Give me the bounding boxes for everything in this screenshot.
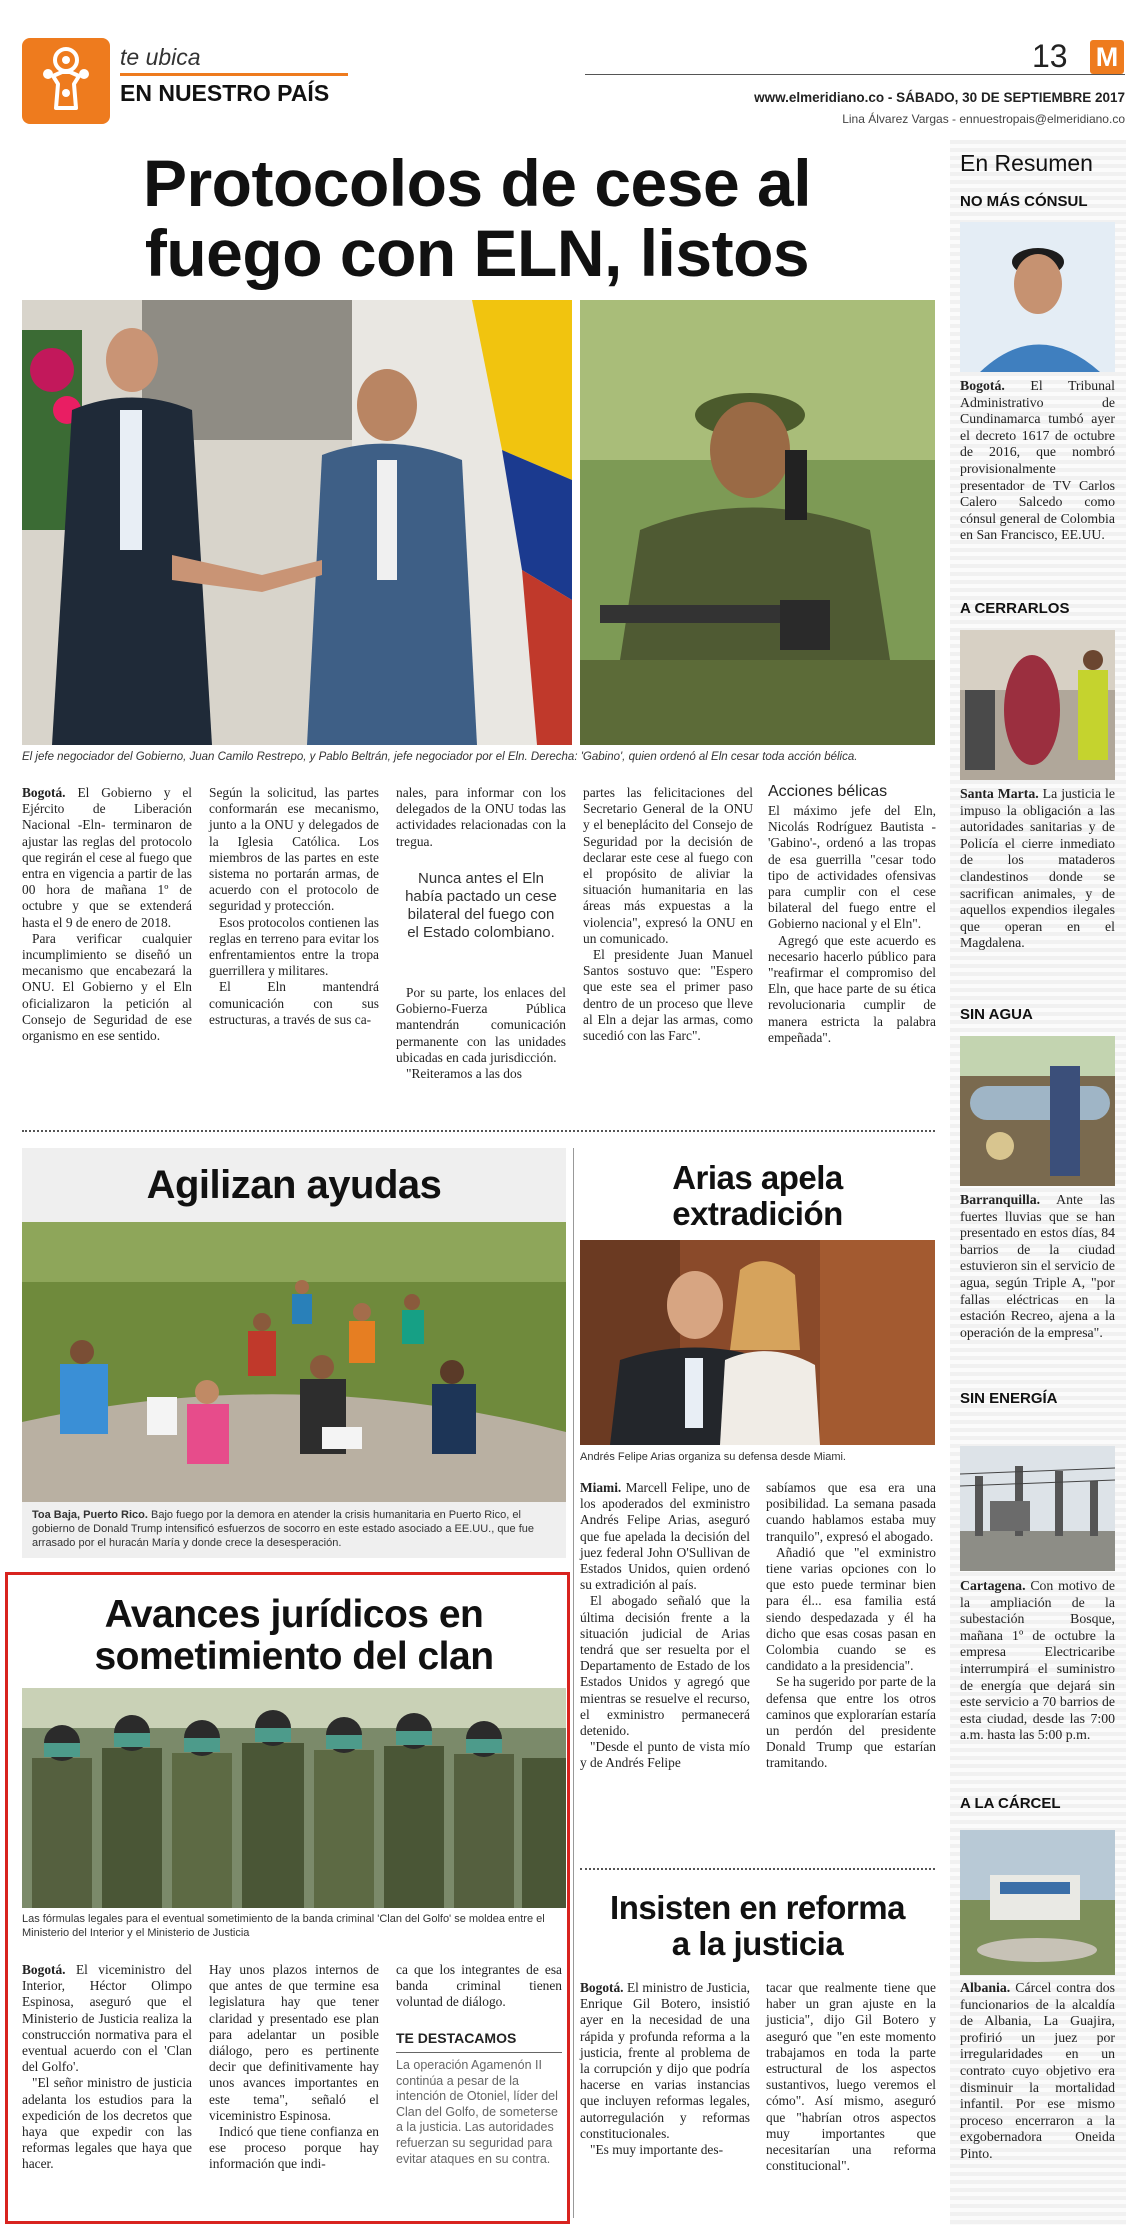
reforma-headline-line2: a la justicia <box>671 1925 844 1962</box>
destacamos-title: TE DESTACAMOS <box>396 2030 517 2046</box>
photo-ayudas <box>22 1222 566 1502</box>
sidebar-section-1: A CERRARLOS <box>960 600 1070 617</box>
main-col-5 <box>768 803 936 1046</box>
sidebar-text-2 <box>960 1192 1115 1341</box>
reforma-col1-p2: "Es muy importante des- <box>590 2142 724 2158</box>
main-col4-p1: partes las felicitaciones del Secretario General de la ONU y el beneplácito del Consejo de Seguridad por la decisión de declarar este cese al fuego con el propósito de aliviar la situación humanitaria en las áreas más expuestas a la violencia", expresó la ONU en un comunicado. <box>583 785 753 946</box>
arias-col1-p2: El abogado señaló que la última decisión frente a la situación judicial de Arias tendrá que ser resuelta por el Departamento de Estado de los Estados Unidos y agregó que mientras se resuelve el recurso, el exministro permanecerá detenido. <box>580 1593 750 1739</box>
sidebar-photo-subestacion <box>960 1446 1115 1571</box>
clan-col-2 <box>209 1962 379 2173</box>
ayudas-headline: Agilizan ayudas <box>146 1163 442 1207</box>
sidebar-lead-4: Albania. <box>960 1980 1011 1995</box>
main-col-4 <box>583 785 753 1044</box>
reforma-headline <box>580 1890 935 1962</box>
clan-col3-p1: ca que los integrantes de esa banda criminal tienen voluntad de diálogo. <box>396 1962 562 2010</box>
arias-col2-p2: Añadió que "el exministro tiene varias opciones con lo que esto puede terminar bien para él... esa familia está siendo despedazada y él ha dicho que esas cosas pasan en Colombia cuando se es candidato a la presidencia". <box>766 1544 936 1674</box>
sidebar-section-0: NO MÁS CÓNSUL <box>960 193 1088 210</box>
ayudas-caption-lead: Toa Baja, Puerto Rico. <box>32 1509 148 1521</box>
destacamos-rule <box>396 2052 562 2053</box>
sidebar-photo-matadero <box>960 630 1115 780</box>
main-headline-line1: Protocolos de cese al <box>142 146 812 220</box>
section-title: EN NUESTRO PAÍS <box>120 80 330 106</box>
arias-headline-line2: extradición <box>672 1195 843 1232</box>
main-col-3 <box>396 785 566 850</box>
main-headline <box>22 148 932 288</box>
clan-headline-line1: Avances jurídicos en <box>104 1593 484 1636</box>
arias-col2-p3: Se ha sugerido por parte de la defensa que entre los otros caminos que explorarían estaría un perdón del presidente Donald Trump que estarían tramitando. <box>766 1674 936 1771</box>
main-col3-p3: "Reiteramos a las dos <box>406 1066 522 1082</box>
author-line: Lina Álvarez Vargas - ennuestropais@elmeridiano.co <box>842 112 1125 126</box>
photo-clan <box>22 1688 566 1908</box>
sidebar-text-4 <box>960 1980 1115 2163</box>
main-col5-heading: Acciones bélicas <box>768 783 888 800</box>
arias-headline <box>580 1160 935 1232</box>
sidebar-title: En Resumen <box>960 150 1093 176</box>
main-col2-p3: El Eln mantendrá comunicación con sus estructuras, a través de sus ca- <box>209 979 379 1027</box>
clan-col2-p1: Hay unos plazos internos de que antes de que termine esa legislatura hay que tener claridad y presentado ese plan para adelantar un posible diálogo, pero es pertinente decir que definitivamente hay unos avances importantes en este tema", señaló el viceministro Espinosa. <box>209 1962 379 2123</box>
clan-headline <box>22 1594 566 1678</box>
main-headline-line2: fuego con ELN, listos <box>144 216 810 290</box>
ayudas-caption-text: Bajo fuego por la demora en atender la crisis humanitaria en Puerto Rico, el gobierno de Donald Trump intensificó esfuerzos de socorro en este estado asociado a EE.UU., que fue arrasado por el huracán María y donde crece la desesperación. <box>32 1509 535 1549</box>
clan-headline-line2: sometimiento del clan <box>94 1635 494 1678</box>
reforma-headline-line1: Insisten en reforma <box>610 1889 905 1926</box>
arias-col1-lead: Miami. <box>580 1480 622 1495</box>
clan-col-3 <box>396 1962 562 2011</box>
sidebar-body-0: El Tribunal Administrativo de Cundinamarca tumbó ayer el decreto 1617 de octubre de 2016, que nombró provisionalmente presentador de TV Carlos Calero Salcedo como cónsul general de Colombia en San Francisco, EE.UU. <box>960 378 1115 543</box>
sidebar-body-1: La justicia le impuso la obligación a las autoridades sanitarias y de Policía el cierre inmediato de los mataderos clandestinos donde se sacrifican animales, y de aquellos expendios ilegales que operan en el Magdalena. <box>960 786 1115 951</box>
sidebar-body-2: Ante las fuertes lluvias que se han presentado en estos días, 84 barrios de la ciudad estuvieron sin el servicio de agua, según Triple A, "por fallas eléctricas en la estación Recreo, ajena a la operación de la empresa". <box>960 1192 1115 1340</box>
reforma-col2-p1: tacar que realmente tiene que haber un gran ajuste en la justicia", dijo Gil Botero y aseguró que "en este momento trabajamos en toda la parte estructural de los aspectos sustantivos, luego veremos el cómo". Así mismo, aseguró que "habrían otros aspectos muy importantes que necesitarían una reforma constitucional". <box>766 1980 936 2174</box>
arias-col2-p1: sabíamos que esa era una posibilidad. La semana pasada cuando hablamos estaba muy tranquilo", expresó el abogado. <box>766 1480 936 1544</box>
clan-col1-p1: El viceministro del Interior, Héctor Olimpo Espinosa, aseguró que el Ministerio de Justicia realiza la construcción normativa para el eventual acuerdo con el 'Clan del Golfo'. <box>22 1962 192 2075</box>
reforma-col1-p1: El ministro de Justicia, Enrique Gil Botero, insistió ayer en la necesidad de una rápida y profunda reforma a la justicia, frente al problema de la corrupción y dijo que podría hacerse en varias instancias que incluyen reformas legales, autorregulación y reformas constitucionales. <box>580 1980 750 2141</box>
clan-col-1 <box>22 1962 192 2173</box>
main-col5-p2: Agregó que este acuerdo es necesario hacerlo público para "reafirmar el compromiso del Eln, que hace parte de su ética revolucionaria cumplir de manera estricta la palabra empeñada". <box>768 932 936 1045</box>
clan-col2-p2: Indicó que tiene confianza en ese proceso porque hay información que indi- <box>209 2124 379 2172</box>
main-col5-p1: El máximo jefe del Eln, Nicolás Rodríguez Bautista -'Gabino'-, ordenó a las tropas de esa guerrilla "cesar todo tipo de actividades ofensivas para cumplir con el cese bilateral del fuego entre el Gobierno nacional y el Eln". <box>768 803 936 932</box>
main-col4-p2: El presidente Juan Manuel Santos sostuvo que: "Espero que este sea el primer paso dentro de un proceso que lleve al Eln a dejar las armas, como sucedió con las Farc". <box>583 947 753 1044</box>
sidebar-body-3: Con motivo de la ampliación de la subestación Bosque, mañana 1º de octubre la empresa Electricaribe interrumpirá el suministro de energía que dejará sin este servicio a 70 barrios de esta ciudad, desde las 7:00 a.m. hasta las 5:00 p.m. <box>960 1578 1115 1743</box>
clan-col1-lead: Bogotá. <box>22 1962 66 1977</box>
sidebar-body-4: Cárcel contra dos funcionarios de la alcaldía de Albania, La Guajira, profirió un juez por irregularidades en un contrato cuyo objetivo era disminuir la mortalidad infantil. Por ese mismo proceso encerraron a la exgobernadora Oneida Pinto. <box>960 1980 1115 2161</box>
main-col1-p1: El Gobierno y el Ejército de Liberación Nacional -Eln- terminaron de ajustar las reglas del protocolo que regirán el cese al fuego que entra en vigencia a partir de las 00 hora de mañana 1º de octubre y que se extenderá hasta el 9 de enero de 2018. <box>22 785 192 930</box>
sidebar-photo-alcaldia <box>960 1830 1115 1975</box>
main-col-3b <box>396 985 566 1082</box>
main-col3-p1: nales, para informar con los delegados de la ONU todas las actividades relacionadas con la tregua. <box>396 785 566 849</box>
sidebar-section-4: A LA CÁRCEL <box>960 1795 1061 1812</box>
main-photo-caption: El jefe negociador del Gobierno, Juan Camilo Restrepo, y Pablo Beltrán, jefe negociador por el Eln. Derecha: 'Gabino', quien ordenó al Eln cesar toda acción bélica. <box>22 751 858 763</box>
arias-col-1 <box>580 1480 750 1772</box>
destacamos-text: La operación Agamenón II continúa a pesar de la intención de Otoniel, líder del Clan del Golfo, de someterse a la justicia. Las autoridades refuerzan su seguridad para evitar ataques en su contra. <box>396 2058 558 2166</box>
main-col1-lead: Bogotá. <box>22 785 66 800</box>
photo-arias <box>580 1240 935 1445</box>
main-col2-p2: Esos protocolos contienen las reglas en terreno para evitar los enfrentamientos entre la tropa guerrillera y militares. <box>209 914 379 979</box>
reforma-col-1 <box>580 1980 750 2158</box>
main-col-1 <box>22 785 192 1044</box>
sidebar-section-3: SIN ENERGÍA <box>960 1390 1058 1407</box>
section-logo <box>22 38 110 124</box>
sidebar-lead-0: Bogotá. <box>960 378 1005 393</box>
main-col-2 <box>209 785 379 1028</box>
photo-handshake <box>22 300 572 745</box>
sidebar-lead-1: Santa Marta. <box>960 786 1039 801</box>
reforma-col1-lead: Bogotá. <box>580 1980 624 1995</box>
clan-caption: Las fórmulas legales para el eventual sometimiento de la banda criminal 'Clan del Golfo' se moldea entre el Ministerio del Interior y el Ministerio de Justicia <box>22 1913 545 1939</box>
sidebar-text-0 <box>960 378 1115 544</box>
arias-separator <box>580 1868 935 1870</box>
clan-col1-p2: "El señor ministro de justicia adelanta los estudios para la expedición de los decretos que haya que expedir con las reformas legales que haya que hacer. <box>22 2075 192 2172</box>
main-col2-p1: Según la solicitud, las partes conformarán ese mecanismo, junto a la ONU y delegados de la Iglesia Católica. Los miembros de las partes en este sistema no portarán armas, de acuerdo con el protocolo de seguridad y protección. <box>209 785 379 914</box>
dateline: www.elmeridiano.co - SÁBADO, 30 DE SEPTIEMBRE 2017 <box>754 90 1125 105</box>
guide-character-icon <box>22 38 110 124</box>
arias-caption: Andrés Felipe Arias organiza su defensa desde Miami. <box>580 1451 846 1463</box>
section-underline <box>120 73 348 76</box>
arias-col1-p3: "Desde el punto de vista mío y de Andrés Felipe <box>580 1739 750 1771</box>
main-pullquote: Nunca antes el Eln había pactado un cese bilateral del fuego con el Estado colombiano. <box>405 870 557 941</box>
column-divider <box>573 1148 574 2218</box>
main-col3-p2: Por su parte, los enlaces del Gobierno-Fuerza Pública mantendrán comunicación permanente con las unidades ubicadas en cada jurisdicción. <box>396 985 566 1065</box>
sidebar-photo-agua <box>960 1036 1115 1186</box>
reforma-col-2 <box>766 1980 936 2174</box>
sidebar-text-3 <box>960 1578 1115 1744</box>
sidebar-text-1 <box>960 786 1115 952</box>
sidebar-section-2: SIN AGUA <box>960 1006 1033 1023</box>
section-separator <box>22 1130 935 1132</box>
sidebar-lead-2: Barranquilla. <box>960 1192 1041 1207</box>
brand-letter: M <box>1095 42 1119 72</box>
section-kicker: te ubica <box>120 44 201 70</box>
sidebar-lead-3: Cartagena. <box>960 1578 1026 1593</box>
brand-mark <box>1090 40 1124 74</box>
ayudas-caption <box>32 1508 558 1550</box>
sidebar-photo-calero <box>960 222 1115 372</box>
arias-col1-p1: Marcell Felipe, uno de los apoderados del exministro Andrés Felipe Arias, aseguró que fue apelada la decisión del juez federal John O'Sullivan de Estados Unidos, quien ordenó su extradición al país. <box>580 1480 750 1593</box>
arias-headline-line1: Arias apela <box>672 1159 843 1196</box>
main-col1-p2: Para verificar cualquier incumplimiento se diseñó un mecanismo que encabezará la ONU. El Gobierno y el Eln oficializaron la petición al Consejo de Seguridad de ese organismo en ese sentido. <box>22 930 192 1044</box>
photo-gabino <box>580 300 935 745</box>
arias-col-2 <box>766 1480 936 1772</box>
page-number: 13 <box>1032 38 1068 74</box>
